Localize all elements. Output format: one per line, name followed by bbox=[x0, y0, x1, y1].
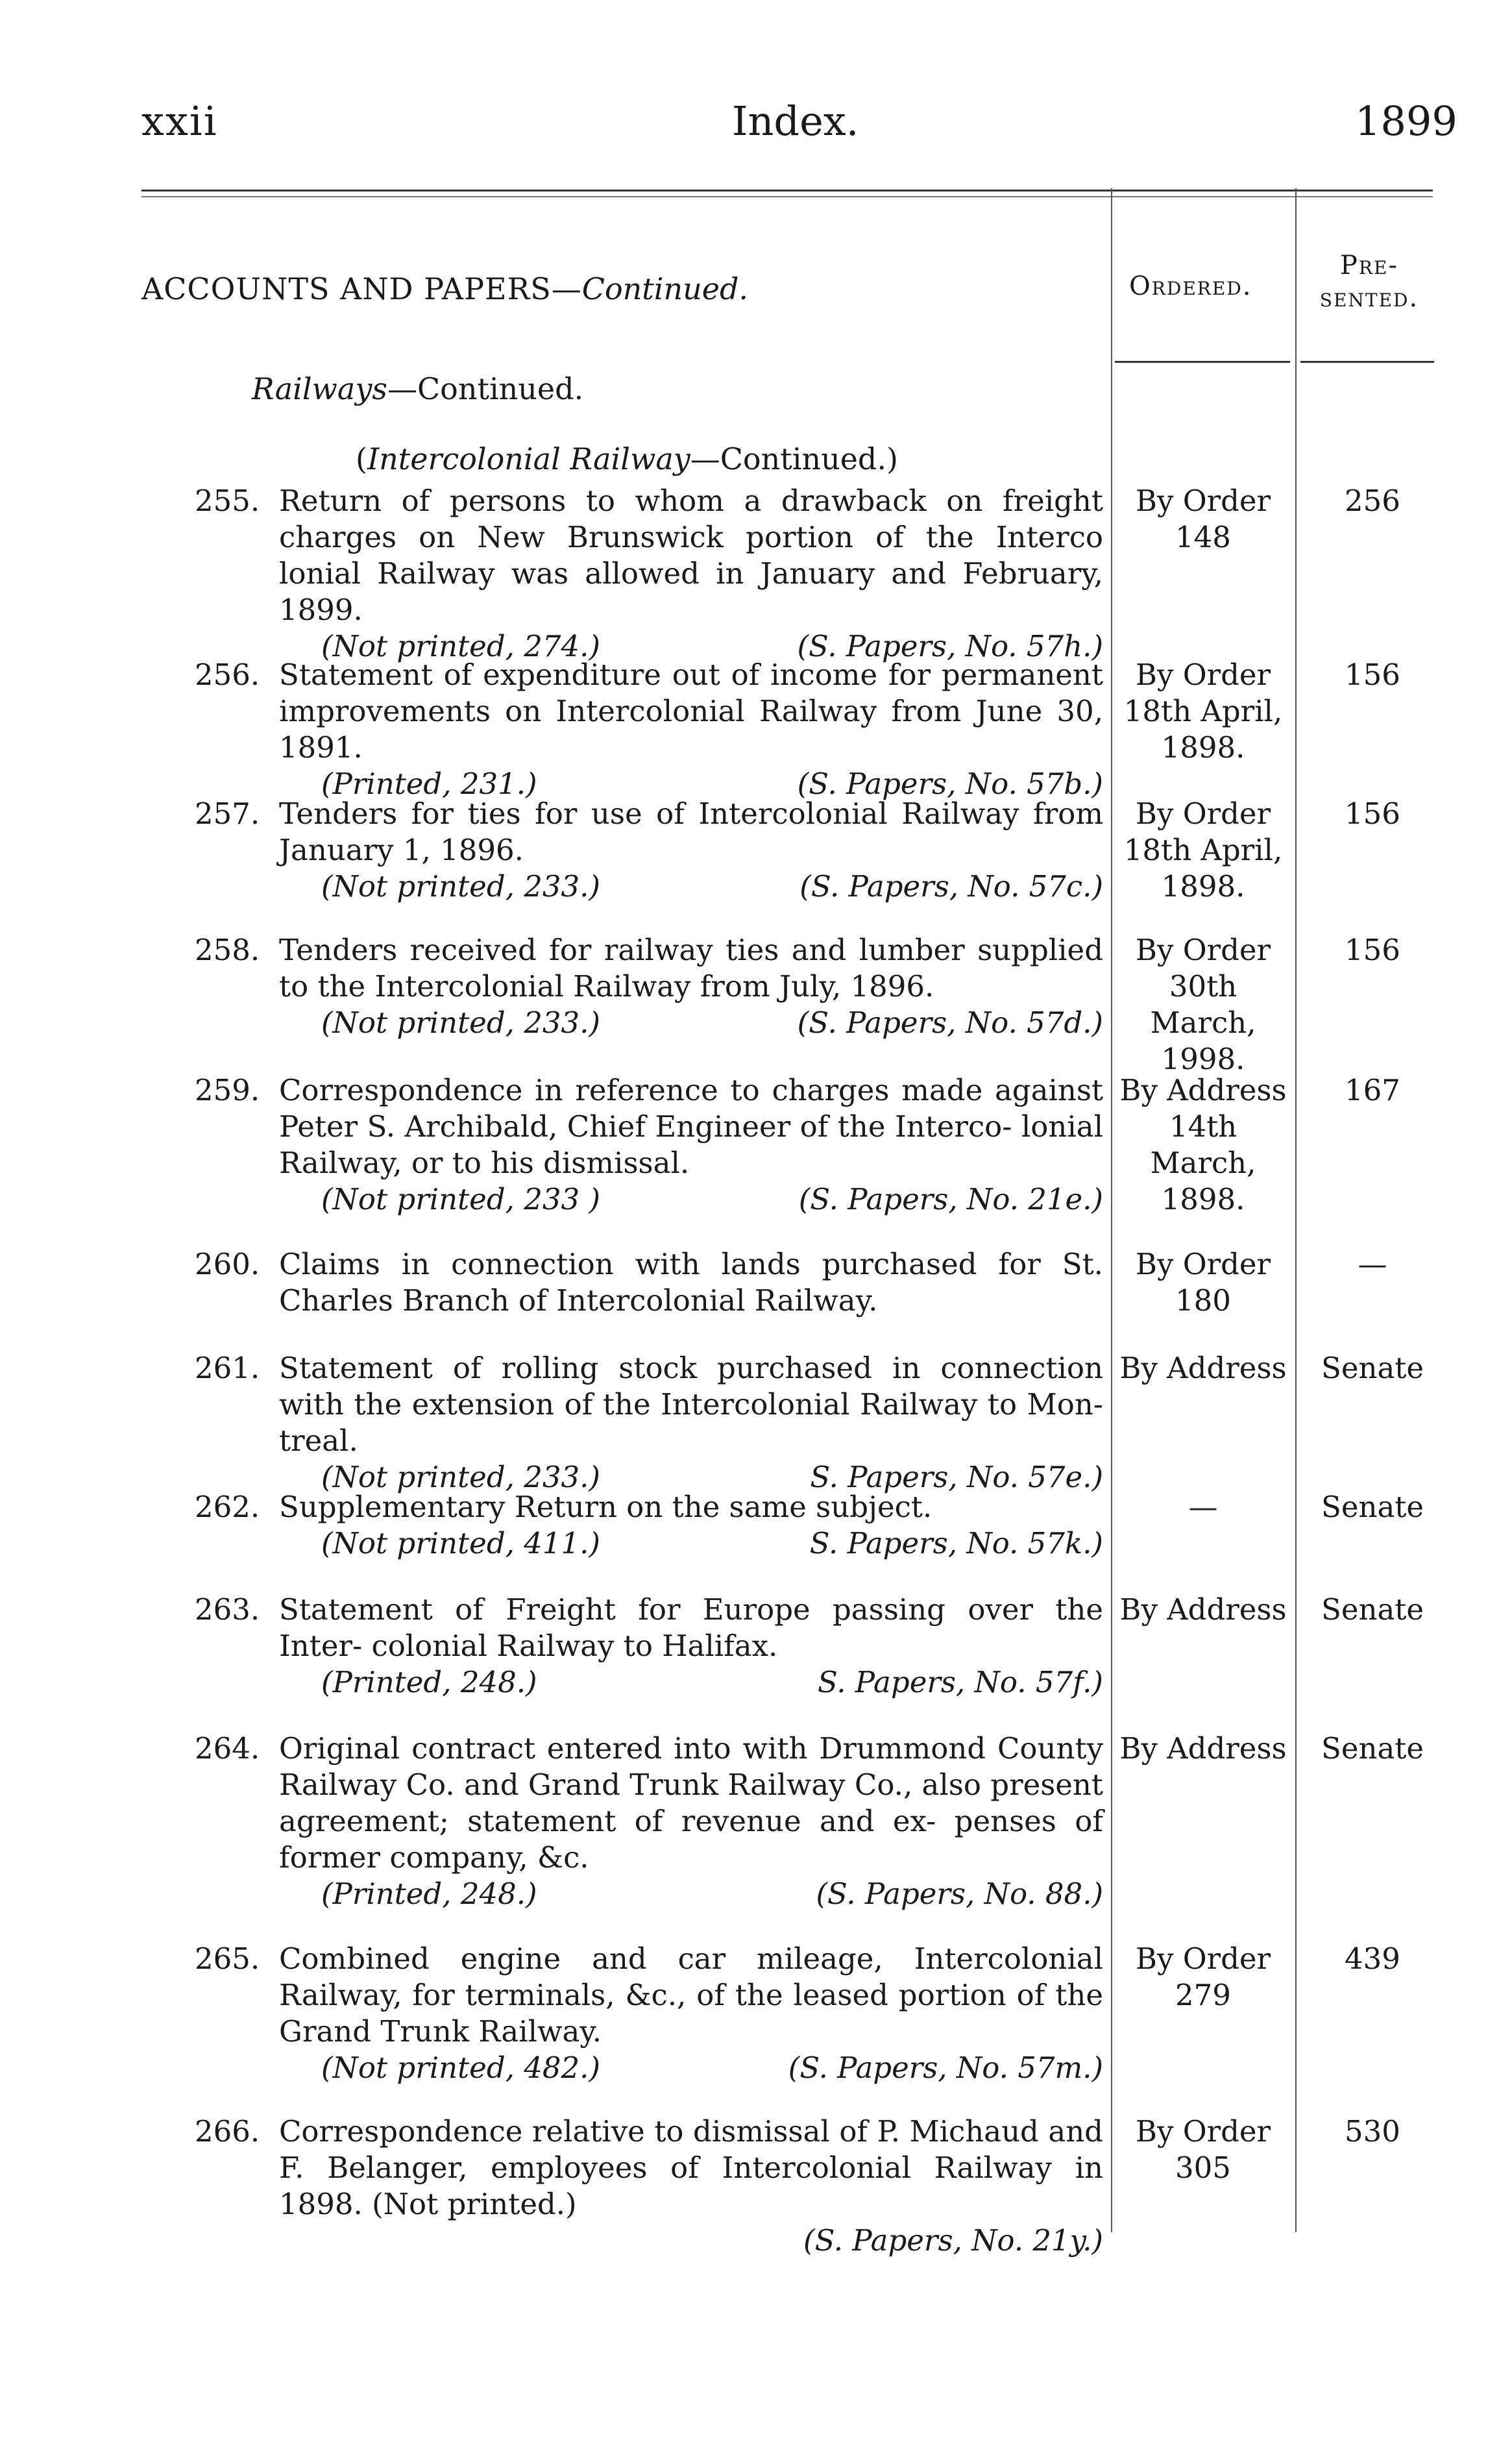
entry-papers-ref: (S. Papers, No. 57d.) bbox=[797, 1005, 1103, 1040]
entry-presented: 156 bbox=[1345, 933, 1400, 967]
presented-line-2: sented. bbox=[1319, 283, 1419, 313]
entry-number: 265. bbox=[195, 1941, 260, 1976]
presented-line-1: Pre- bbox=[1340, 251, 1398, 280]
entry-text: Claims in connection with lands purchased for St. Charles Branch of Intercolonial Railway. bbox=[279, 1247, 1103, 1318]
list-item bbox=[195, 2113, 1103, 2259]
entry-reference bbox=[279, 2223, 1103, 2259]
page-title: Index. bbox=[732, 97, 859, 145]
entry-number: 255. bbox=[195, 484, 260, 518]
entry-reference bbox=[279, 1525, 1103, 1562]
section-title: ACCOUNTS AND PAPERS—Continued. bbox=[141, 271, 749, 306]
column-header-presented bbox=[1304, 249, 1434, 314]
entry-text: Return of persons to whom a drawback on freight charges on New Brunswick portion of the Interco lonial Railway was allowed in January and February, 1899. bbox=[279, 484, 1103, 627]
entry-ordered: By Order 305 bbox=[1135, 2114, 1271, 2185]
entry-number: 262. bbox=[195, 1490, 260, 1524]
entry-ordered: By Address bbox=[1119, 1351, 1287, 1385]
entry-papers-ref: (S. Papers, No. 21y.) bbox=[803, 2223, 1103, 2258]
entry-papers-ref: S. Papers, No. 57f.) bbox=[817, 1665, 1103, 1699]
entry-reference bbox=[279, 1181, 1103, 1218]
entry-number: 260. bbox=[195, 1247, 260, 1281]
entry-printed-ref: (Not printed, 411.) bbox=[321, 1526, 600, 1560]
entry-ordered: By Order 180 bbox=[1135, 1247, 1271, 1318]
page-number: xxii bbox=[141, 97, 218, 145]
list-item bbox=[195, 657, 1103, 802]
entry-presented: 530 bbox=[1345, 2114, 1400, 2149]
list-item bbox=[195, 1350, 1103, 1496]
entry-papers-ref: (S. Papers, No. 21e.) bbox=[798, 1182, 1103, 1216]
list-item bbox=[195, 1592, 1103, 1701]
entry-papers-ref: (S. Papers, No. 57h.) bbox=[797, 629, 1103, 663]
presented-head-rule bbox=[1300, 361, 1434, 363]
entry-printed-ref: (Not printed, 482.) bbox=[321, 2051, 600, 2085]
entry-presented: Senate bbox=[1321, 1490, 1424, 1524]
entry-ordered: By Address bbox=[1119, 1592, 1287, 1627]
entry-ordered: By Address bbox=[1119, 1731, 1287, 1766]
entry-printed-ref: (Printed, 231.) bbox=[321, 767, 537, 801]
subheading-intercolonial: (Intercolonial Railway—Continued.) bbox=[356, 441, 898, 476]
entry-number: 261. bbox=[195, 1351, 260, 1385]
column-divider-presented bbox=[1295, 188, 1297, 2232]
entry-reference bbox=[279, 1876, 1103, 1912]
entry-presented: 167 bbox=[1345, 1073, 1400, 1107]
ordered-head-rule bbox=[1115, 361, 1290, 363]
entry-presented: Senate bbox=[1321, 1351, 1424, 1385]
entry-text: Combined engine and car mileage, Intercolonial Railway, for terminals, &c., of the leased portion of the Grand Trunk Railway. bbox=[279, 1941, 1103, 2049]
entry-papers-ref: S. Papers, No. 57e.) bbox=[810, 1460, 1103, 1494]
entry-ordered: By Address 14th March, 1898. bbox=[1119, 1073, 1287, 1216]
list-item bbox=[195, 483, 1103, 665]
entry-reference bbox=[279, 1664, 1103, 1701]
entry-text: Statement of rolling stock purchased in connection with the extension of the Intercolonial Railway to Mon- treal. bbox=[279, 1351, 1103, 1458]
entry-text: Supplementary Return on the same subject. bbox=[279, 1490, 933, 1524]
entry-printed-ref: (Not printed, 233 ) bbox=[321, 1182, 600, 1216]
entry-presented: 439 bbox=[1345, 1941, 1400, 1976]
list-item bbox=[195, 796, 1103, 905]
entry-number: 258. bbox=[195, 933, 260, 967]
entry-number: 264. bbox=[195, 1731, 260, 1766]
entry-papers-ref: S. Papers, No. 57k.) bbox=[809, 1526, 1103, 1560]
entry-printed-ref: (Printed, 248.) bbox=[321, 1665, 537, 1699]
entry-presented: 256 bbox=[1345, 484, 1400, 518]
section-title-continued: Continued. bbox=[581, 271, 749, 306]
list-item bbox=[195, 1246, 1103, 1319]
entry-text: Correspondence in reference to charges made against Peter S. Archibald, Chief Engineer of the Interco- lonial Railway, or to his dismissal. bbox=[279, 1073, 1103, 1180]
entry-number: 266. bbox=[195, 2114, 260, 2149]
entry-ordered: By Order 18th April, 1898. bbox=[1123, 796, 1283, 904]
entry-papers-ref: (S. Papers, No. 57c.) bbox=[799, 869, 1103, 904]
entry-text: Tenders for ties for use of Intercolonial Railway from January 1, 1896. bbox=[279, 796, 1103, 867]
entry-papers-ref: (S. Papers, No. 57b.) bbox=[797, 767, 1103, 801]
entry-printed-ref: (Not printed, 274.) bbox=[321, 629, 600, 663]
list-item bbox=[195, 1489, 1103, 1562]
entry-reference bbox=[279, 869, 1103, 905]
list-item bbox=[195, 1941, 1103, 2086]
entry-printed-ref: (Not printed, 233.) bbox=[321, 1005, 600, 1040]
list-item bbox=[195, 932, 1103, 1041]
entry-text: Original contract entered into with Drummond County Railway Co. and Grand Trunk Railway Co., also present agreement; statement of revenue and ex- penses of former company, &c. bbox=[279, 1731, 1103, 1875]
entry-presented: 156 bbox=[1345, 796, 1400, 831]
entry-text: Statement of Freight for Europe passing over the Inter- colonial Railway to Halifax. bbox=[279, 1592, 1103, 1663]
header-rule-secondary bbox=[141, 196, 1433, 197]
list-item bbox=[195, 1731, 1103, 1912]
entry-number: 257. bbox=[195, 796, 260, 831]
column-divider-ordered bbox=[1111, 188, 1112, 2232]
page-year: 1899 bbox=[1355, 97, 1457, 145]
entry-ordered: By Order 30th March, 1998. bbox=[1135, 933, 1271, 1076]
entry-printed-ref: (Not printed, 233.) bbox=[321, 869, 600, 904]
entry-number: 259. bbox=[195, 1073, 260, 1107]
list-item bbox=[195, 1072, 1103, 1218]
entry-printed-ref: (Not printed, 233.) bbox=[321, 1460, 600, 1494]
entry-ordered: By Order 148 bbox=[1135, 484, 1271, 554]
entry-ordered: By Order 279 bbox=[1135, 1941, 1271, 2012]
header-rule bbox=[141, 190, 1433, 191]
entry-text: Tenders received for railway ties and lumber supplied to the Intercolonial Railway from July, 1896. bbox=[279, 933, 1103, 1004]
entry-presented: 156 bbox=[1345, 658, 1400, 692]
entry-number: 256. bbox=[195, 658, 260, 692]
entry-presented: Senate bbox=[1321, 1592, 1424, 1627]
entry-presented: Senate bbox=[1321, 1731, 1424, 1766]
entry-reference bbox=[279, 2050, 1103, 2086]
entry-papers-ref: (S. Papers, No. 57m.) bbox=[788, 2051, 1103, 2085]
entry-number: 263. bbox=[195, 1592, 260, 1627]
entry-reference bbox=[279, 1005, 1103, 1041]
entry-presented: — bbox=[1358, 1247, 1387, 1281]
column-header-ordered: Ordered. bbox=[1129, 271, 1252, 301]
entry-text: Correspondence relative to dismissal of P. Michaud and F. Belanger, employees of Intercolonial Railway in 1898. (Not printed.) bbox=[279, 2114, 1103, 2221]
entry-text: Statement of expenditure out of income for permanent improvements on Intercolonial Railway from June 30, 1891. bbox=[279, 658, 1103, 765]
entry-ordered: By Order 18th April, 1898. bbox=[1123, 658, 1283, 765]
entry-ordered: — bbox=[1188, 1490, 1218, 1524]
entry-papers-ref: (S. Papers, No. 88.) bbox=[816, 1877, 1103, 1911]
subheading-railways: Railways—Continued. bbox=[252, 371, 584, 406]
entry-printed-ref: (Printed, 248.) bbox=[321, 1877, 537, 1911]
